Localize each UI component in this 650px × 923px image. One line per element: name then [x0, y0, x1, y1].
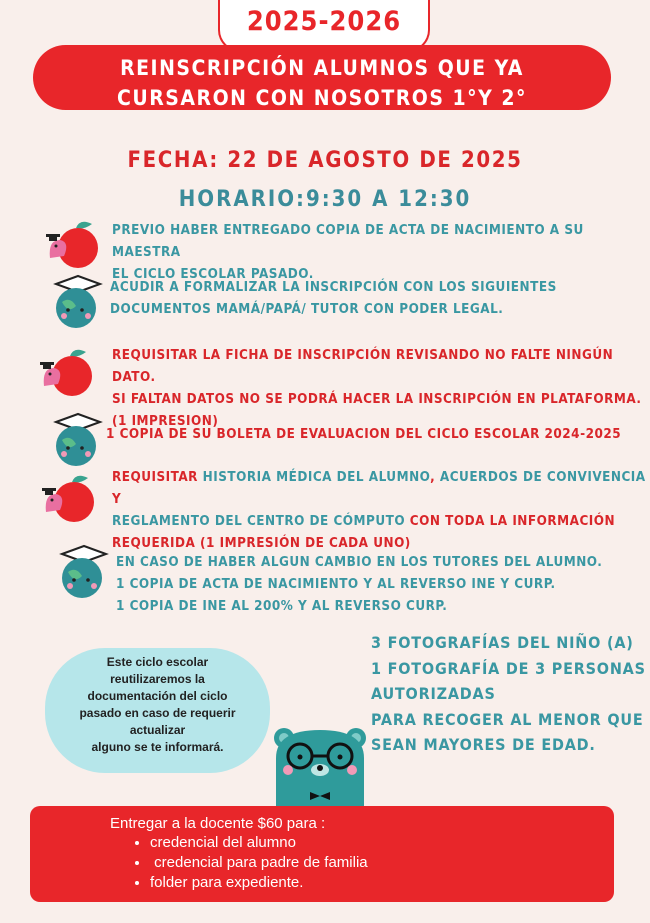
item-report-card-copy [106, 424, 621, 446]
item-formalize-enrollment [110, 277, 557, 321]
item-line: 1 COPIA DE ACTA DE NACIMIENTO Y AL REVERSO INE Y CURP. [116, 577, 556, 592]
apple-worm-icon [36, 472, 100, 524]
fee-list-item: • folder para expediente. [150, 873, 368, 893]
schedule-heading: HORARIO:9:30 A 12:30 [178, 187, 472, 212]
item-text-red: CON TODA LA INFORMACIÓN [405, 514, 616, 529]
globe-graduate-icon [48, 272, 104, 332]
item-line: REQUISITAR LA FICHA DE INSCRIPCIÓN REVISANDO NO FALTE NINGÚN DATO. [112, 348, 614, 385]
item-line: (1 IMPRESION) [112, 414, 219, 429]
photos-line: 1 FOTOGRAFÍA DE 3 PERSONAS [371, 658, 646, 678]
photos-requirements [371, 630, 646, 758]
fee-list-item: • credencial del alumno [150, 833, 368, 853]
item-line: ACUDIR A FORMALIZAR LA INSCRIPCIÓN CON LOS SIGUIENTES [110, 280, 557, 295]
fee-box [30, 806, 614, 902]
item-line: EN CASO DE HABER ALGUN CAMBIO EN LOS TUTORES DEL ALUMNO. [116, 555, 603, 570]
globe-graduate-icon [48, 410, 104, 470]
item-tutor-change [116, 552, 602, 618]
item-text-teal: HISTORIA MÉDICA DEL ALUMNO [202, 470, 431, 485]
item-line: PREVIO HABER ENTREGADO COPIA DE ACTA DE NACIMIENTO A SU MAESTRA [112, 223, 584, 260]
item-text-red: , [430, 470, 440, 485]
item-line: 1 COPIA DE INE AL 200% Y AL REVERSO CURP. [116, 599, 448, 614]
bubble-line: documentación del ciclo [87, 689, 228, 703]
item-text-teal: REGLAMENTO DEL CENTRO DE CÓMPUTO [112, 514, 406, 529]
fee-heading: Entregar a la docente $60 para : [110, 815, 326, 832]
bubble-line: Este ciclo escolar [106, 655, 209, 669]
photos-line: PARA RECOGER AL MENOR QUE [371, 709, 644, 729]
fee-list-item: • credencial para padre de familia [150, 853, 368, 873]
item-line: EL CICLO ESCOLAR PASADO. [112, 267, 314, 282]
item-line: SI FALTAN DATOS NO SE PODRÁ HACER LA INSCRIPCIÓN EN PLATAFORMA. [112, 392, 642, 407]
photos-line: SEAN MAYORES DE EDAD. [371, 735, 596, 754]
bear-mascot-icon [270, 724, 370, 810]
item-enrollment-form [112, 345, 650, 433]
title-line-1: REINSCRIPCIÓN ALUMNOS QUE YA [120, 56, 524, 80]
photos-line: 3 FOTOGRAFÍAS DEL NIÑO (A) [371, 633, 634, 652]
item-text-red: REQUISITAR [112, 470, 203, 485]
title-banner [33, 45, 611, 110]
item-medical-history [112, 467, 650, 555]
apple-worm-icon [34, 346, 98, 398]
item-text-teal: ACUERDOS DE CONVIVENCIA [439, 470, 646, 485]
fee-list [132, 833, 368, 893]
item-line: 1 COPIA DE SU BOLETA DE EVALUACION DEL CICLO ESCOLAR 2024-2025 [106, 427, 622, 442]
bubble-line: alguno se te informará. [91, 740, 224, 754]
info-bubble [45, 648, 270, 773]
globe-graduate-icon [54, 542, 110, 602]
bubble-line: pasado en caso de requerir [79, 706, 236, 720]
date-heading: FECHA: 22 DE AGOSTO DE 2025 [127, 148, 523, 173]
item-line: REQUERIDA (1 IMPRESIÓN DE CADA UNO) [112, 536, 411, 551]
year-label: 2025-2026 [246, 6, 402, 37]
bubble-line: reutilizaremos la [110, 672, 205, 686]
photos-line: AUTORIZADAS [371, 684, 496, 703]
item-line: DOCUMENTOS MAMÁ/PAPÁ/ TUTOR CON PODER LEGAL. [110, 302, 504, 317]
item-text-red: Y [112, 492, 122, 507]
bubble-line: actualizar [129, 723, 186, 737]
apple-worm-icon [40, 218, 104, 270]
title-line-2: CURSARON CON NOSOTROS 1°Y 2° [117, 86, 527, 110]
